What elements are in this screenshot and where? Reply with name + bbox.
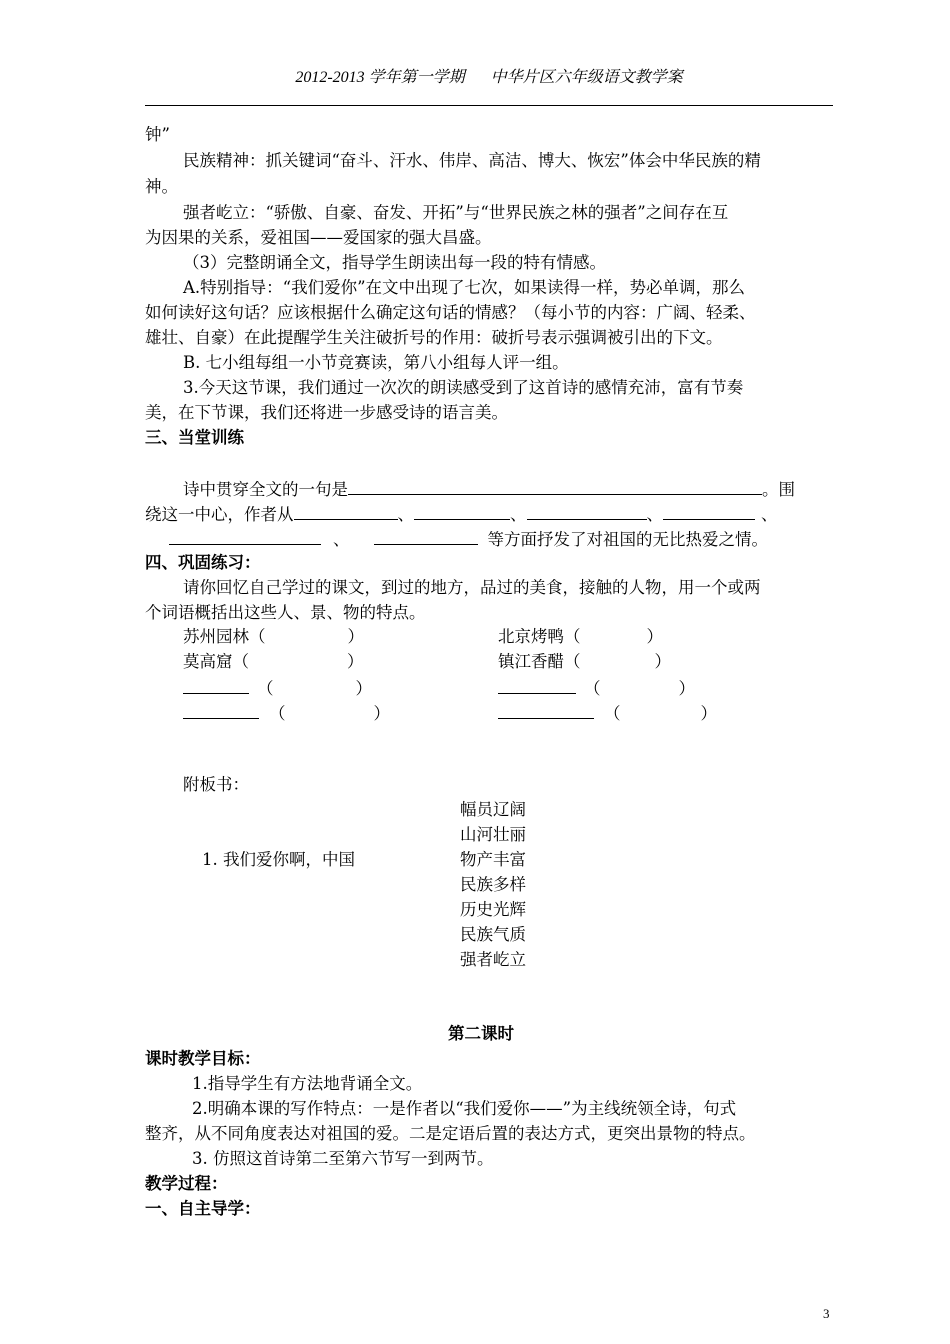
header-rule <box>145 105 833 106</box>
goal-line: 整齐，从不同角度表达对祖国的爱。二是定语后置的表达方式，更突出景物的特点。 <box>145 1124 756 1143</box>
body-line: 个词语概括出这些人、景、物的特点。 <box>145 603 426 622</box>
board-main: 1. 我们爱你啊，中国 <box>202 850 355 869</box>
header-term: 2012-2013 学年第一学期 <box>295 69 465 86</box>
blank[interactable] <box>498 700 594 719</box>
blank[interactable] <box>348 476 762 495</box>
board-point: 历史光辉 <box>460 900 526 919</box>
body-line: 请你回忆自己学过的课文，到过的地方，品过的美食，接触的人物，用一个或两 <box>183 578 761 597</box>
board-point: 物产丰富 <box>460 850 526 869</box>
board-point: 民族气质 <box>460 925 526 944</box>
blank[interactable] <box>663 501 755 520</box>
board-point: 强者屹立 <box>460 950 526 969</box>
body-line: B. 七小组每组一小节竞赛读，第八小组每人评一组。 <box>183 353 569 372</box>
page-number: 3 <box>823 1306 830 1321</box>
practice-item: 莫高窟（ ） <box>183 652 364 671</box>
body-line: A.特别指导：“我们爱你”在文中出现了七次，如果读得一样，势必单调，那么 <box>183 278 746 297</box>
body-line: 民族精神：抓关键词“奋斗、汗水、伟岸、高洁、博大、恢宏”体会中华民族的精 <box>183 151 761 170</box>
fill-line-2: 绕这一中心，作者从 、 、 、 、 <box>145 501 778 527</box>
body-line: 3.今天这节课，我们通过一次次的朗读感受到了这首诗的感情充沛，富有节奏 <box>183 378 744 397</box>
blank[interactable] <box>374 526 478 545</box>
board-point: 山河壮丽 <box>460 825 526 844</box>
body-line: 强者屹立：“骄傲、自豪、奋发、开拓”与“世界民族之林的强者”之间存在互 <box>183 203 729 222</box>
fill-line-1: 诗中贯穿全文的一句是 。围 <box>183 476 795 502</box>
blank[interactable] <box>183 675 249 694</box>
fill-line-3: 、 等方面抒发了对祖国的无比热爱之情。 <box>145 526 768 552</box>
body-line: 为因果的关系，爱祖国——爱国家的强大昌盛。 <box>145 228 492 247</box>
blank[interactable] <box>183 700 259 719</box>
board-label: 附板书： <box>183 775 249 794</box>
blank[interactable] <box>169 526 321 545</box>
step-heading: 一、自主导学： <box>145 1199 261 1218</box>
body-line: 美，在下节课，我们还将进一步感受诗的语言美。 <box>145 403 508 422</box>
page-header <box>145 64 833 87</box>
body-line: 如何读好这句话？应该根据什么确定这句话的情感？（每小节的内容：广阔、轻柔、 <box>145 303 756 322</box>
blank[interactable] <box>414 501 510 520</box>
practice-blank-item: （ ） <box>498 700 717 726</box>
goal-line: 2.明确本课的写作特点：一是作者以“我们爱你——”为主线统领全诗，句式 <box>192 1099 737 1118</box>
practice-item: 镇江香醋（ ） <box>498 652 671 671</box>
header-title: 中华片区六年级语文教学案 <box>490 69 683 86</box>
board-point: 幅员辽阔 <box>460 800 526 819</box>
practice-blank-item: （ ） <box>183 700 390 726</box>
goals-heading: 课时教学目标： <box>145 1049 261 1068</box>
goal-line: 3. 仿照这首诗第二至第六节写一到两节。 <box>192 1149 494 1168</box>
lesson-title: 第二课时 <box>448 1024 514 1043</box>
body-line: 雄壮、自豪）在此提醒学生关注破折号的作用：破折号表示强调被引出的下文。 <box>145 328 723 347</box>
board-point: 民族多样 <box>460 875 526 894</box>
body-line: 钟” <box>145 125 170 144</box>
blank[interactable] <box>498 675 576 694</box>
blank[interactable] <box>527 501 647 520</box>
section-heading-training: 三、当堂训练 <box>145 428 244 447</box>
goal-line: 1.指导学生有方法地背诵全文。 <box>192 1074 423 1093</box>
practice-item: 苏州园林（ ） <box>183 627 364 646</box>
practice-blank-item: （ ） <box>183 675 372 701</box>
blank[interactable] <box>294 501 398 520</box>
section-heading-practice: 四、巩固练习： <box>145 553 261 572</box>
body-line: 神。 <box>145 177 178 196</box>
practice-item: 北京烤鸭（ ） <box>498 627 663 646</box>
body-line: （3）完整朗诵全文，指导学生朗读出每一段的特有情感。 <box>183 253 606 272</box>
process-heading: 教学过程： <box>145 1174 228 1193</box>
practice-blank-item: （ ） <box>498 675 695 701</box>
